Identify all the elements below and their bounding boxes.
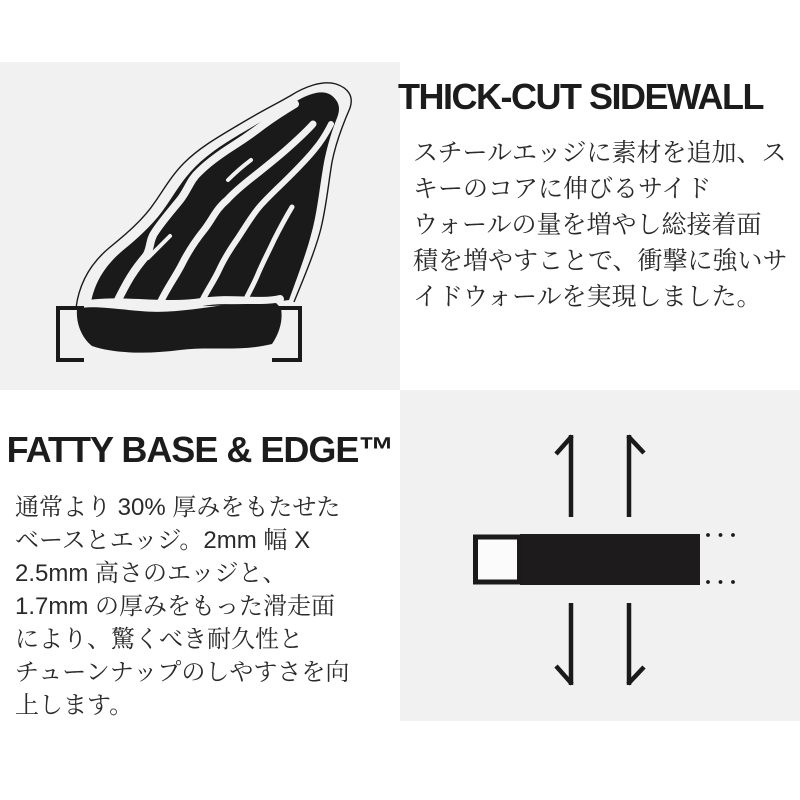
up-arrows-icon — [556, 435, 644, 517]
thick-cut-sidewall-section — [400, 62, 800, 390]
fatty-base-edge-heading: FATTY BASE & EDGE™ — [6, 429, 394, 470]
thick-cut-sidewall-description — [413, 135, 788, 315]
thick-cut-illustration-panel — [0, 62, 400, 390]
fatty-base-edge-description — [15, 491, 349, 722]
fatty-base-edge-section — [0, 390, 400, 721]
base-edge-diagram-panel — [400, 390, 800, 721]
continuation-dots-icon — [706, 533, 735, 584]
description-line: 2.5mm 高さのエッジと、 — [15, 560, 287, 587]
edge-cross-section-square — [476, 537, 520, 582]
description-line: 上します。 — [15, 692, 134, 719]
bacon-sidewall-illustration-icon — [0, 62, 400, 390]
description-line: 通常より 30% 厚みをもたせた — [15, 494, 341, 521]
description-line: 積を増やすことで、衝撃に強いサ — [413, 247, 788, 275]
description-line: により、驚くべき耐久性と — [15, 626, 303, 653]
bacon-base-slab — [77, 303, 282, 353]
description-line: ウォールの量を増やし総接着面 — [413, 211, 762, 239]
down-arrows-icon — [556, 603, 644, 685]
description-line: スチールエッジに素材を追加、ス — [413, 139, 787, 167]
description-line: ベースとエッジ。2mm 幅 X — [15, 527, 311, 554]
base-bar — [476, 534, 701, 585]
description-line: チューンナップのしやすさを向 — [15, 659, 350, 686]
description-line: 1.7mm の厚みをもった滑走面 — [15, 593, 336, 620]
description-line: キーのコアに伸びるサイド — [413, 175, 712, 203]
base-edge-thickness-diagram-icon — [400, 390, 800, 721]
thick-cut-sidewall-heading: THICK-CUT SIDEWALL — [398, 76, 763, 117]
description-line: イドウォールを実現しました。 — [413, 283, 762, 311]
